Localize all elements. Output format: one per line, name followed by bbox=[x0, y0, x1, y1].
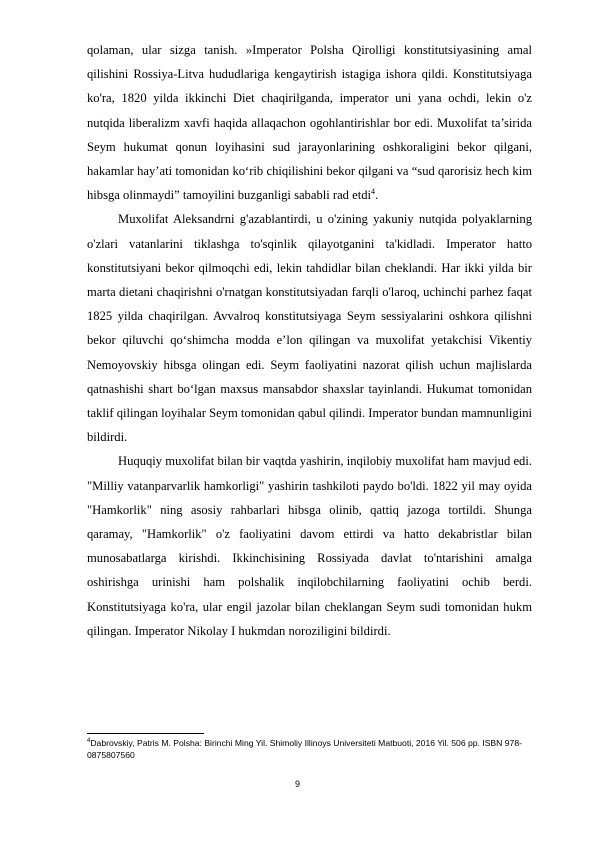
paragraph-1-end: . bbox=[375, 188, 379, 203]
paragraph-2: Muxolifat Aleksandrni g'azablantirdi, u o'zining yakuniy nutqida polyaklarning o'zlari vatanlarini tiklashga to'sqinlik qilayotganini ta'kidladi. Imperator hatto konstitutsiyani bekor qilmoqchi edi, lekin tahdidlar bilan cheklandi. Har ikki yilda bir marta dietani chaqirishni o'rnatgan konstitutsiyadan farqli o'laroq, uchinchi parhez faqat 1825 yilda chaqirilgan. Avvalroq konstitutsiyaga Seym sessiyalarini oshkora qilishni bekor qiluvchi qo‘shimcha modda e’lon qilingan va muxolifat yetakchisi Vikentiy Nemoyovskiy hibsga olingan edi. Seym faoliyatini nazorat qilish uchun majlislarda qatnashishi shart bo‘lgan maxsus mansabdor shaxslar tayinlandi. Hukumat tomonidan taklif qilingan loyihalar Seym tomonidan qabul qilindi. Imperator bundan mamnunligini bildirdi. bbox=[87, 212, 532, 445]
footnote-reference[interactable]: 4 bbox=[371, 187, 375, 197]
paragraph-1 bbox=[87, 38, 532, 207]
footnote-marker: 4 bbox=[87, 738, 91, 745]
paragraph-3: Huquqiy muxolifat bilan bir vaqtda yashirin, inqilobiy muxolifat ham mavjud edi. "Milliy vatanparvarlik hamkorligi" yashirin tashkiloti paydo bo'ldi. 1822 yil may oyida "Hamkorlik" ning asosiy rahbarlari hibsga olinib, qattiq jazoga tortildi. Shunga qaramay, "Hamkorlik" o'z faoliyatini davom ettirdi va hatto dekabristlar bilan munosabatlarga kirishdi. Ikkinchisining Rossiyada davlat to'ntarishini amalga oshirishga urinishi ham polshalik inqilobchilarning faoliyatini ochib berdi. Konstitutsiyaga ko'ra, ular engil jazolar bilan cheklangan Seym sudi tomonidan hukm qilingan. Imperator Nikolay I hukmdan noroziligini bildirdi. bbox=[87, 454, 532, 638]
footnote-separator bbox=[87, 733, 204, 734]
body-text bbox=[87, 38, 532, 643]
footnote bbox=[87, 737, 547, 761]
page-number: 9 bbox=[294, 779, 300, 789]
footnote-text: Dabrovskiy, Patris M. Polsha: Birinchi Ming Yil. Shimoliy Illinoys Universiteti Matbuoti, 2016 Yil. 506 pp. ISBN 978-0875807560 bbox=[87, 738, 522, 761]
paragraph-1-text: qolaman, ular sizga tanish. »Imperator Polsha Qirolligi konstitutsiyasining amal qilishini Rossiya-Litva hududlariga kengaytirish istagiga ishora qildi. Konstitutsiyaga ko'ra, 1820 yilda ikkinchi Diet chaqirilganda, imperator uni yana ochdi, lekin o'z nutqida liberalizm xavfi haqida allaqachon ogohlantirishlar bor edi. Muxolifat ta’sirida Seym hukumat qonun loyihasini sud jarayonlarining oshkoraligini bekor qilgani, hakamlar hay’ati tomonidan ko‘rib chiqilishini bekor qilgani va “sud qarorisiz hech kim hibsga olinmaydi” tamoyilini buzganligi sababli rad etdi bbox=[87, 43, 532, 203]
